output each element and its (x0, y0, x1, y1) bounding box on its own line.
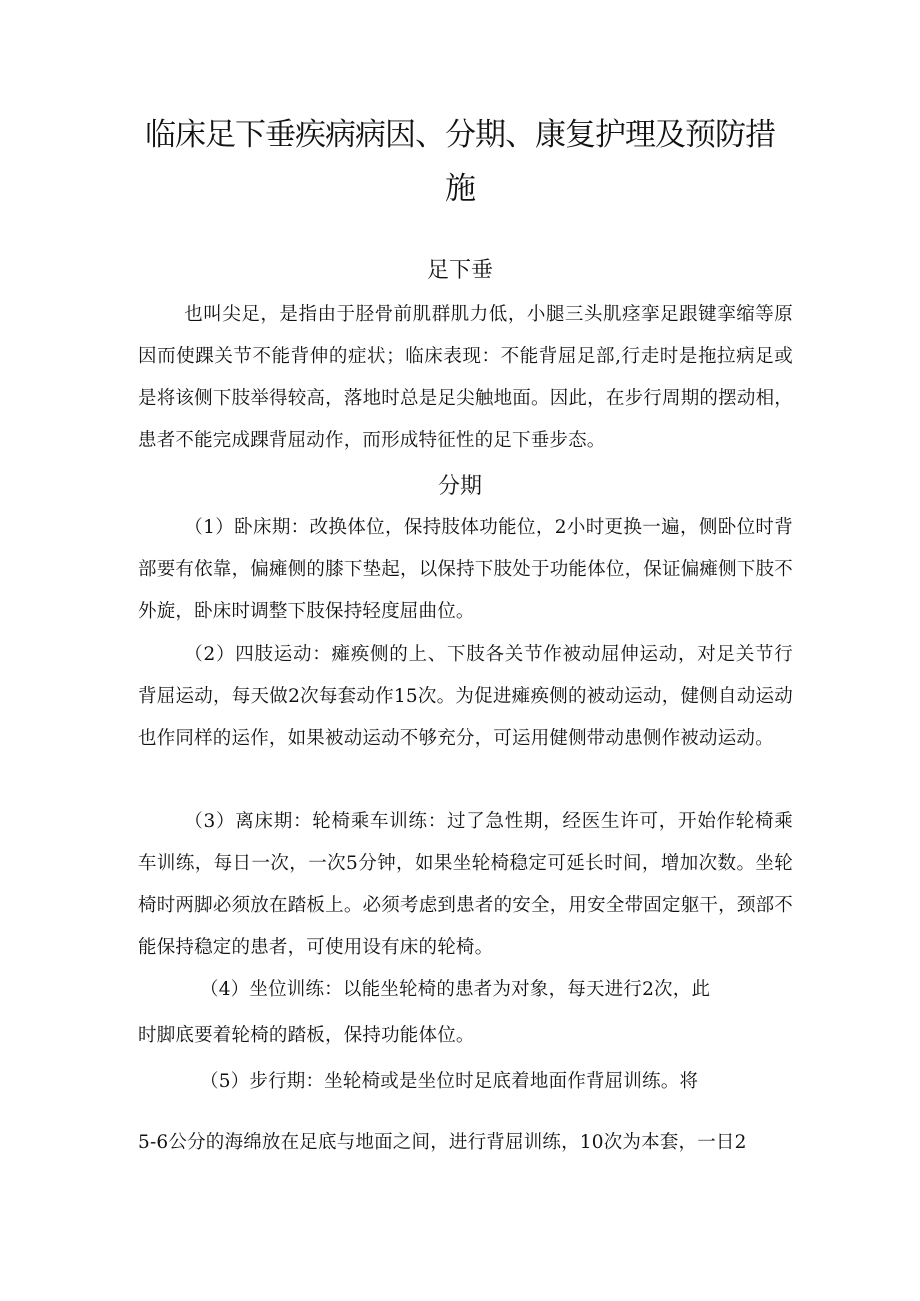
section-heading-foot-drop: 足下垂 (426, 258, 493, 283)
stage-item-5-line-1: （5）步行期：坐轮椅或是坐位时足底着地面作背屈训练。将 (200, 1071, 699, 1092)
foot-drop-paragraph: 也叫尖足，是指由于胫骨前肌群肌力低，小腿三头肌痉挛足跟键挛缩等原因而使踝关节不能背伸的症状；临床表现：不能背屈足部,行走时是拖拉病足或是将该侧下肢举得较高，落地时总是足尖触地面。因此，在步行周期的摆动相，患者不能完成踝背屈动作，而形成特征性的足下垂步态。 (138, 304, 793, 451)
document-title: 临床足下垂疾病病因、分期、康复护理及预防措施 (145, 117, 775, 207)
stage-item-4-line-2: 时脚底要着轮椅的踏板，保持功能体位。 (138, 1025, 475, 1046)
section-heading-stages: 分期 (437, 474, 482, 499)
stage-item-5-line-2: 5-6公分的海绵放在足底与地面之间，进行背屈训练，10次为本套，一日2 (138, 1132, 747, 1153)
stage-item-2: （2）四肢运动：瘫痪侧的上、下肢各关节作被动屈伸运动，对足关节行背屈运动，每天做2次每套动作15次。为促进瘫痪侧的被动运动，健侧自动运动也作同样的运作，如果被动运动不够充分，可运用健侧带动患侧作被动运动。 (138, 644, 793, 749)
stage-item-1: （1）卧床期：改换体位，保持肢体功能位，2小时更换一遍，侧卧位时背部要有依靠，偏瘫侧的膝下垫起，以保持下肢处于功能体位，保证偏瘫侧下肢不外旋，卧床时调整下肢保持轻度屈曲位。 (138, 517, 793, 622)
stage-item-3: （3）离床期：轮椅乘车训练：过了急性期，经医生许可，开始作轮椅乘车训练，每日一次，一次5分钟，如果坐轮椅稳定可延长时间，增加次数。坐轮椅时两脚必须放在踏板上。必须考虑到患者的安全，用安全带固定躯干，颈部不能保持稳定的患者，可使用设有床的轮椅。 (138, 811, 793, 958)
stage-item-4-line-1: （4）坐位训练：以能坐轮椅的患者为对象，每天进行2次，此 (200, 979, 711, 1000)
